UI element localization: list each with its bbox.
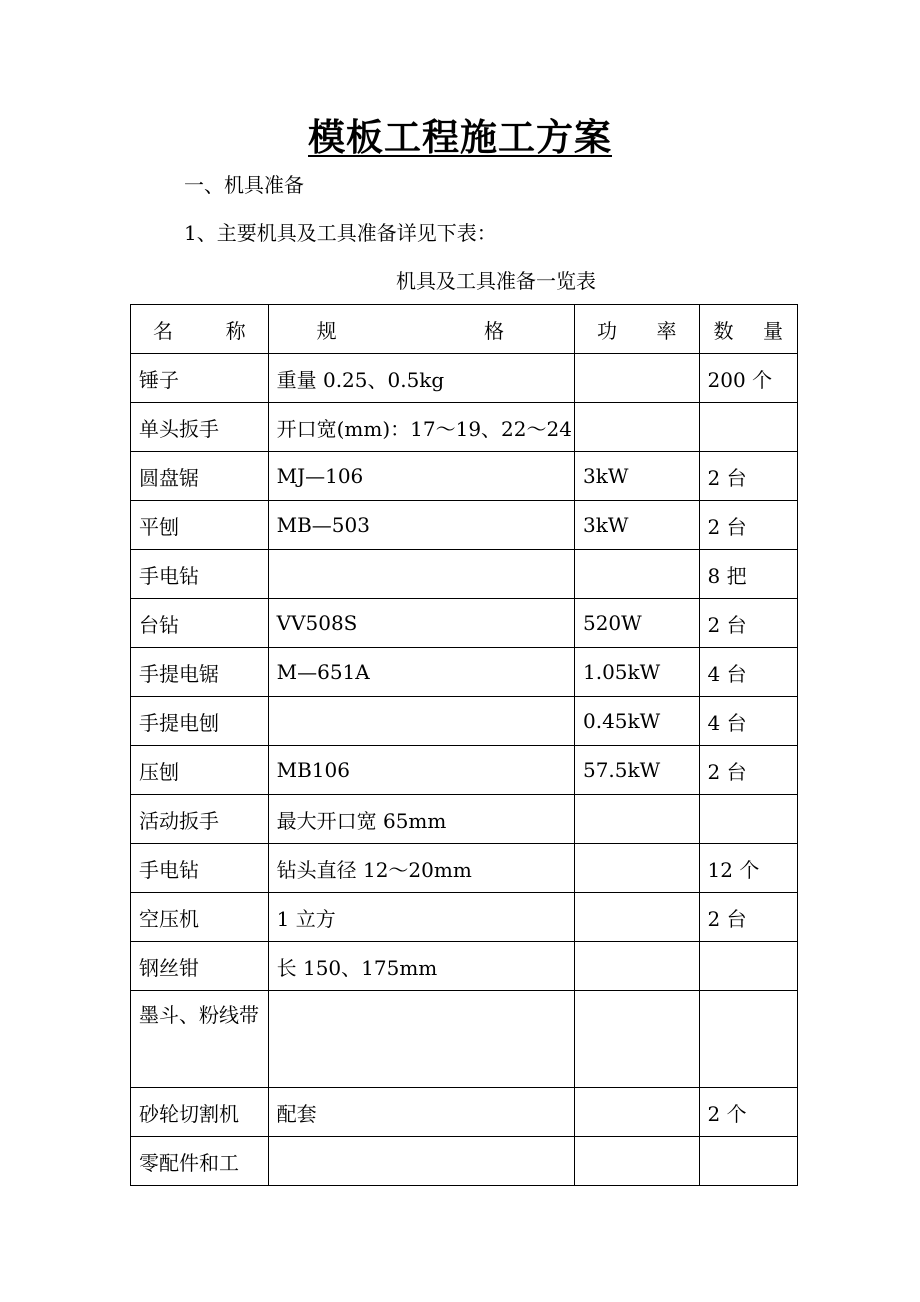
cell-quantity: 12 个 [699,844,797,893]
cell-spec: 最大开口宽 65mm [268,795,574,844]
table-row [131,550,798,599]
table-row [131,599,798,648]
cell-name: 平刨 [131,501,269,550]
cell-power: 1.05kW [574,648,699,697]
cell-name: 手电钻 [131,844,269,893]
cell-spec: 长 150、175mm [268,942,574,991]
table-row [131,648,798,697]
cell-name: 手电钻 [131,550,269,599]
cell-quantity: 2 台 [699,501,797,550]
cell-spec: 1 立方 [268,893,574,942]
cell-power [574,1137,699,1186]
cell-name: 活动扳手 [131,795,269,844]
cell-name: 钢丝钳 [131,942,269,991]
cell-spec: VV508S [268,599,574,648]
cell-name: 手提电刨 [131,697,269,746]
cell-spec [268,550,574,599]
cell-quantity: 2 台 [699,746,797,795]
cell-name: 单头扳手 [131,403,269,452]
cell-spec: M—651A [268,648,574,697]
table-row [131,501,798,550]
cell-quantity [699,403,797,452]
cell-quantity: 2 台 [699,599,797,648]
cell-quantity: 4 台 [699,697,797,746]
cell-spec [268,991,574,1088]
cell-power [574,844,699,893]
cell-spec [268,697,574,746]
cell-name: 墨斗、粉线带 [131,991,269,1088]
cell-quantity: 2 个 [699,1088,797,1137]
cell-spec: 开口宽(mm)：17～19、22～24 [268,403,574,452]
cell-name: 零配件和工 [131,1137,269,1186]
table-row [131,795,798,844]
cell-spec: MB—503 [268,501,574,550]
cell-quantity: 2 台 [699,452,797,501]
equipment-table [130,304,798,1186]
table-row [131,991,798,1088]
cell-power: 520W [574,599,699,648]
document-title: 模板工程施工方案 [308,115,612,159]
table-row [131,1137,798,1186]
cell-power: 3kW [574,501,699,550]
cell-spec: MB106 [268,746,574,795]
cell-name: 锤子 [131,354,269,403]
cell-power: 0.45kW [574,697,699,746]
cell-spec [268,1137,574,1186]
cell-power [574,354,699,403]
cell-spec: 配套 [268,1088,574,1137]
cell-name: 砂轮切割机 [131,1088,269,1137]
cell-quantity: 2 台 [699,893,797,942]
table-row [131,1088,798,1137]
cell-quantity: 200 个 [699,354,797,403]
cell-name: 手提电锯 [131,648,269,697]
cell-power [574,550,699,599]
cell-name: 空压机 [131,893,269,942]
table-row [131,746,798,795]
table-row [131,942,798,991]
cell-name: 台钻 [131,599,269,648]
header-quantity: 数 量 [699,305,797,354]
header-name: 名 称 [131,305,269,354]
cell-spec: 重量 0.25、0.5kg [268,354,574,403]
cell-power [574,1088,699,1137]
cell-power [574,893,699,942]
cell-quantity [699,795,797,844]
table-row [131,893,798,942]
cell-spec: MJ—106 [268,452,574,501]
sub-heading: 1、主要机具及工具准备详见下表： [184,221,497,245]
cell-power [574,991,699,1088]
cell-quantity: 4 台 [699,648,797,697]
cell-power: 57.5kW [574,746,699,795]
table-row [131,844,798,893]
cell-quantity [699,991,797,1088]
header-spec: 规 格 [268,305,574,354]
cell-name: 圆盘锯 [131,452,269,501]
table-caption: 机具及工具准备一览表 [396,269,596,293]
cell-quantity [699,942,797,991]
cell-power [574,795,699,844]
header-power: 功 率 [574,305,699,354]
section-heading: 一、机具准备 [184,173,304,197]
cell-name: 压刨 [131,746,269,795]
cell-power [574,942,699,991]
table-header-row [131,305,798,354]
table-row [131,697,798,746]
cell-quantity: 8 把 [699,550,797,599]
cell-spec: 钻头直径 12～20mm [268,844,574,893]
table-row [131,403,798,452]
cell-power: 3kW [574,452,699,501]
table-body [131,354,798,1186]
table-row [131,452,798,501]
table-row [131,354,798,403]
cell-power [574,403,699,452]
cell-quantity [699,1137,797,1186]
